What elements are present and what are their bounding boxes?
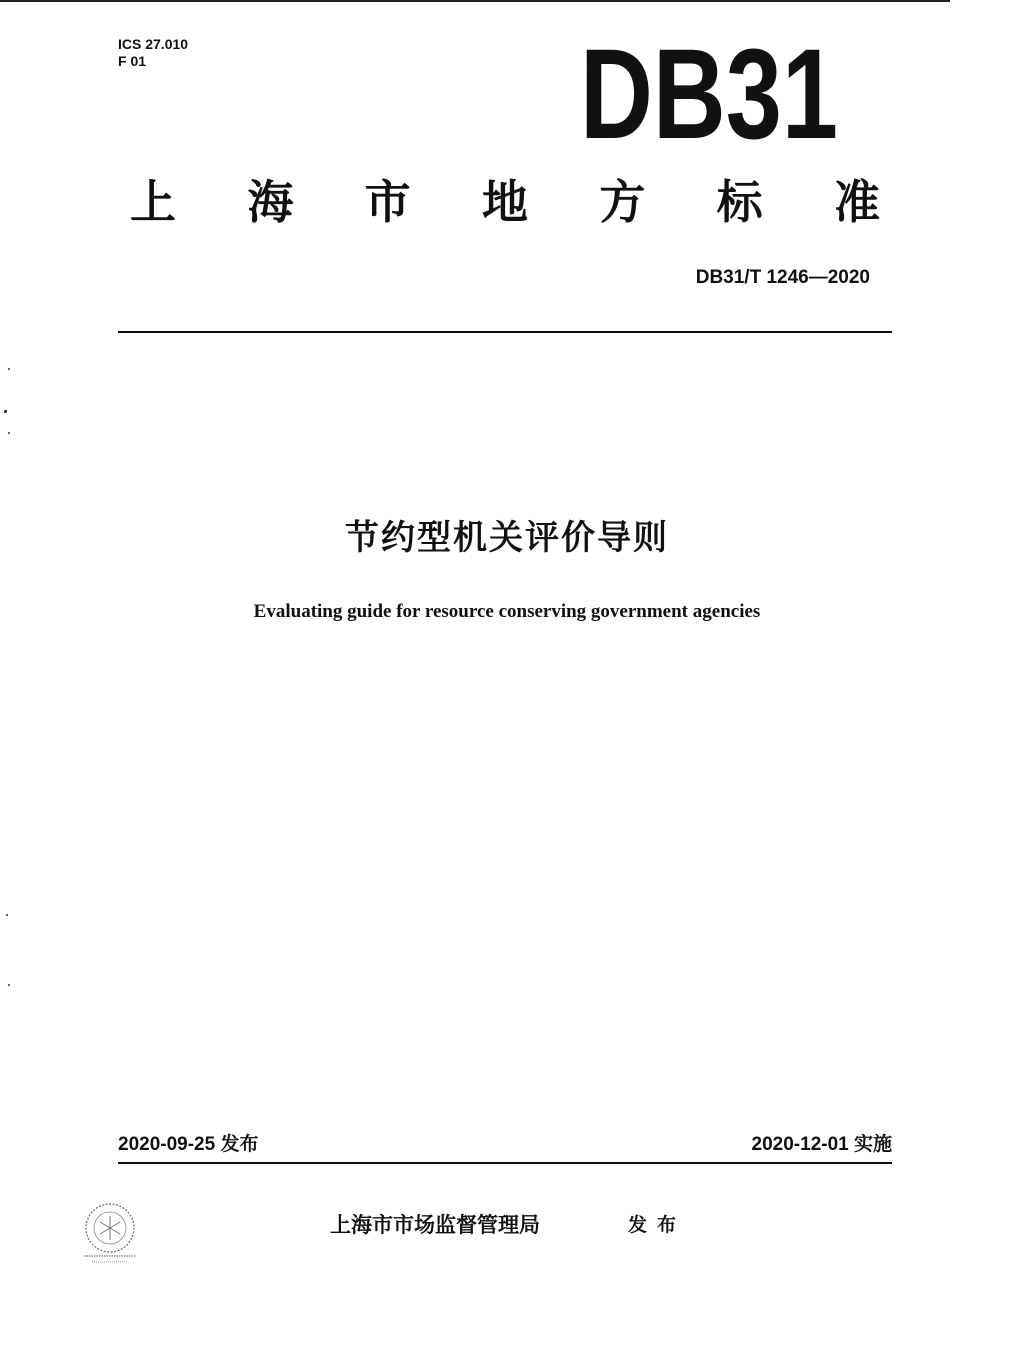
db31-logo-text: DB31 — [580, 23, 838, 166]
watermark-seal-icon — [70, 1196, 150, 1276]
standard-type-char: 准 — [833, 175, 880, 229]
standard-type-char: 上 — [130, 175, 176, 229]
publish-label: 发布 — [628, 1214, 687, 1236]
ics-code: ICS 27.010 — [118, 36, 189, 52]
scan-speck — [8, 984, 10, 986]
implementation-date: 2020-12-01 实施 — [751, 1134, 892, 1155]
scan-speck — [4, 410, 7, 413]
standard-type-char: 海 — [247, 175, 294, 229]
header-divider — [118, 331, 892, 333]
scan-speck — [8, 368, 10, 370]
issue-date: 2020-09-25 发布 — [118, 1134, 259, 1155]
document-title-english: Evaluating guide for resource conserving government agencies — [253, 601, 761, 622]
scan-speck — [8, 432, 10, 434]
f-code: F 01 — [118, 53, 147, 69]
document-title-chinese: 节约型机关评价导则 — [345, 518, 669, 558]
scan-speck — [6, 914, 8, 916]
footer-divider — [118, 1162, 892, 1164]
db31-logo — [578, 23, 840, 166]
standard-type-char: 地 — [481, 175, 528, 229]
standard-type-char: 市 — [364, 175, 411, 229]
top-border-line — [0, 0, 950, 2]
standard-type-heading — [130, 174, 880, 230]
standard-type-char: 方 — [599, 175, 646, 229]
standard-type-char: 标 — [716, 175, 763, 229]
standard-number: DB31/T 1246—2020 — [695, 267, 870, 288]
publisher-name: 上海市市场监督管理局 — [330, 1213, 540, 1237]
classification-codes — [118, 36, 188, 70]
